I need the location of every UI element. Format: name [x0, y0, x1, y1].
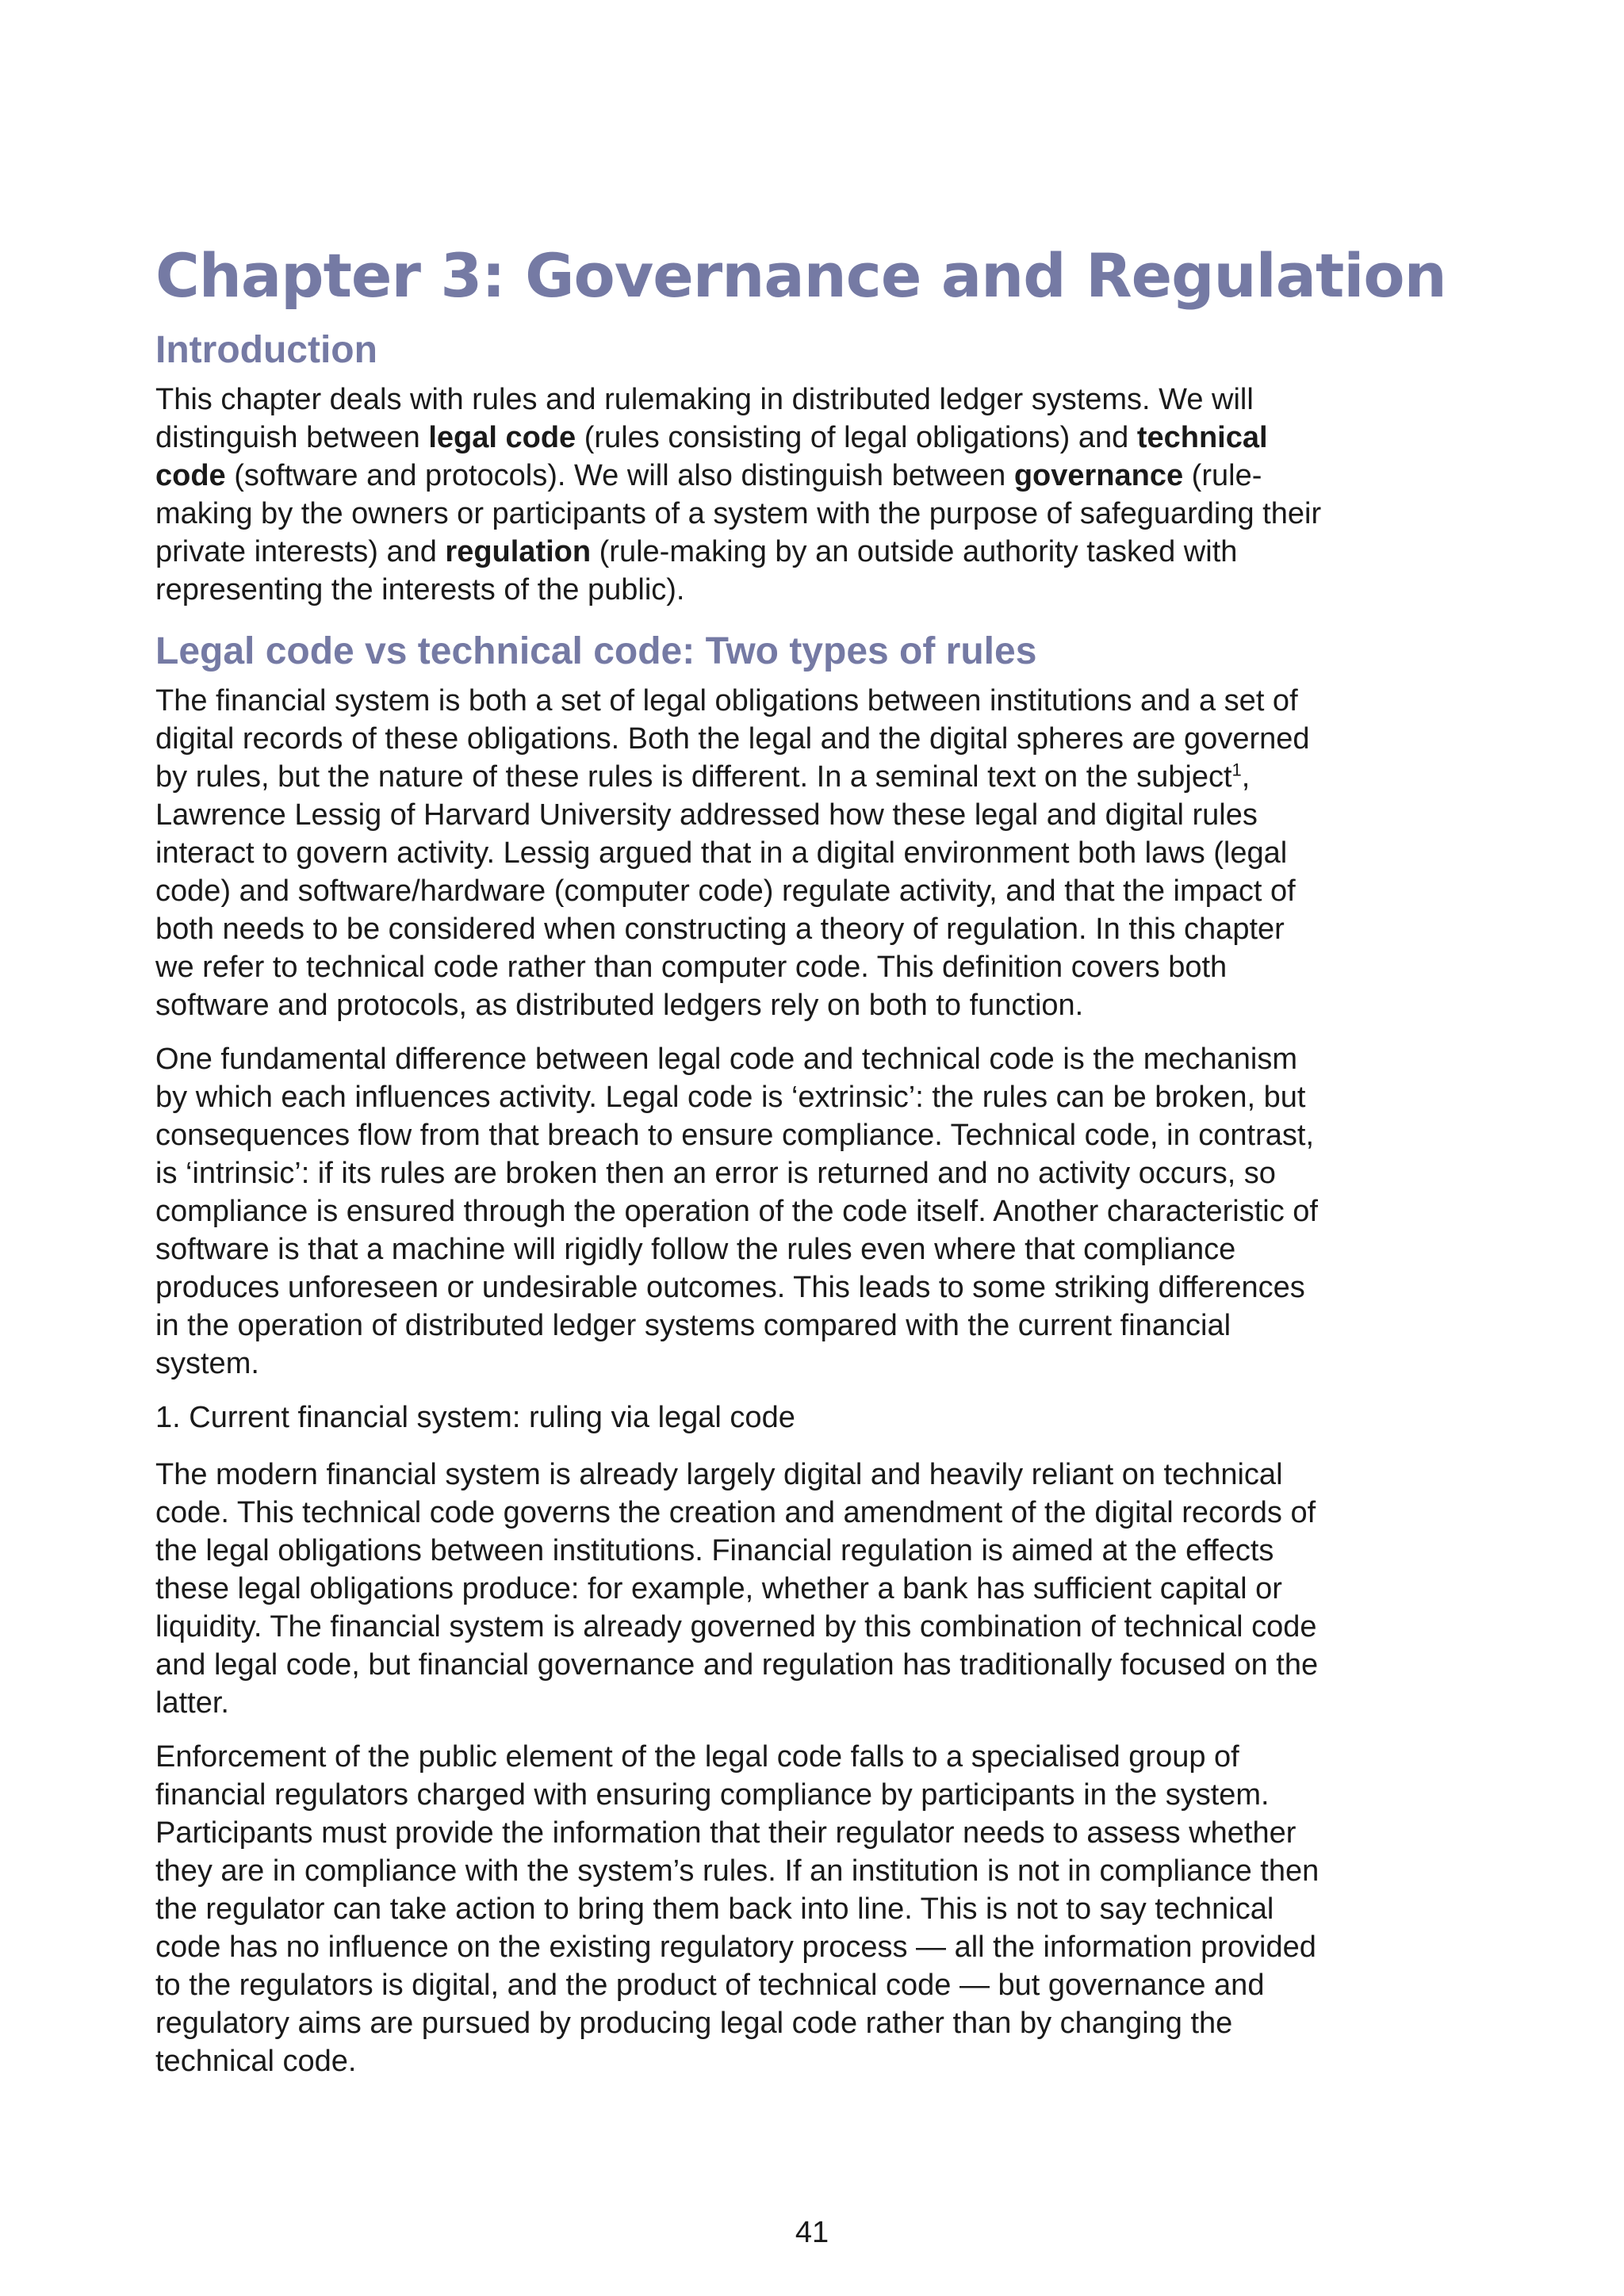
- body-paragraph-2: One fundamental difference between legal code and technical code is the mechanism by which each influences activity. Legal code is ‘extrinsic’: the rules can be broken, but consequences flow from that breach to ensure compliance. Technical code, in contrast, is ‘intrinsic’: if its rules are broken then an error is returned and no activity occurs, so compliance is ensured through the operation of the code itself. Another characteristic of software is that a machine will rigidly follow the rules even where that compliance produces unforeseen or undesirable outcomes. This leads to some striking differences in the operation of distributed ledger systems compared with the current financial system.: [155, 1043, 1318, 1380]
- introduction-heading: Introduction: [155, 329, 377, 371]
- body-paragraph-4: Enforcement of the public element of the legal code falls to a specialised group of financial regulators charged with ensuring compliance by participants in the system. Participants must provide the information that their regulator needs to assess whether they are in compliance with the system’s rules. If an institution is not in compliance then the regulator can take action to bring them back into line. This is not to say technical code has no influence on the existing regulatory process — all the information provided to the regulators is digital, and the product of technical code — but governance and regulatory aims are pursued by producing legal code rather than by changing the technical code.: [155, 1740, 1320, 2078]
- text-run: The financial system is both a set of legal obligations between institutions and a set of digital records of these obligations. Both the legal and the digital spheres are governed by rules, but the nature of these rules is different. In a seminal text on the subject: [155, 684, 1310, 794]
- list-item-current-financial-system: 1. Current financial system: ruling via legal code: [155, 1401, 795, 1434]
- text-run: (rule-making by an outside authority tasked with representing the interests of the public).: [155, 535, 1238, 607]
- term-governance: governance: [1013, 459, 1184, 492]
- legal-vs-technical-heading: Legal code vs technical code: Two types of rules: [155, 630, 1037, 672]
- text-run: , Lawrence Lessig of Harvard University addressed how these legal and digital rules interact to govern activity. Lessig argued that in a digital environment both laws (legal code) and software/hardware (computer code) regulate activity, and that the impact of both needs to be considered when constructing a theory of regulation. In this chapter we refer to technical code rather than computer code. This definition covers both software and protocols, as distributed ledgers rely on both to function.: [155, 760, 1296, 1022]
- page-number: 41: [795, 2216, 829, 2249]
- chapter-title: Chapter 3: Governance and Regulation: [155, 240, 1446, 311]
- text-run: (rule-making by the owners or participants of a system with the purpose of safeguarding their private interests) and: [155, 459, 1322, 568]
- text-run: (software and protocols). We will also distinguish between: [225, 459, 1014, 492]
- footnote-marker[interactable]: 1: [1231, 760, 1242, 780]
- body-paragraph-1: [155, 682, 1329, 1024]
- term-technical-code: technical code: [155, 421, 1268, 492]
- page-content: [155, 238, 1446, 2096]
- term-regulation: regulation: [445, 535, 592, 568]
- body-paragraph-3: The modern financial system is already largely digital and heavily reliant on technical code. This technical code governs the creation and amendment of the digital records of the legal obligations between institutions. Financial regulation is aimed at the effects these legal obligations produce: for example, whether a bank has sufficient capital or liquidity. The financial system is already governed by this combination of technical code and legal code, but financial governance and regulation has traditionally focused on the latter.: [155, 1458, 1319, 1720]
- introduction-paragraph: [155, 381, 1329, 609]
- text-run: (rules consisting of legal obligations) and: [576, 421, 1137, 454]
- text-run: This chapter deals with rules and rulemaking in distributed ledger systems. We will distinguish between: [155, 383, 1254, 454]
- term-legal-code: legal code: [428, 421, 576, 454]
